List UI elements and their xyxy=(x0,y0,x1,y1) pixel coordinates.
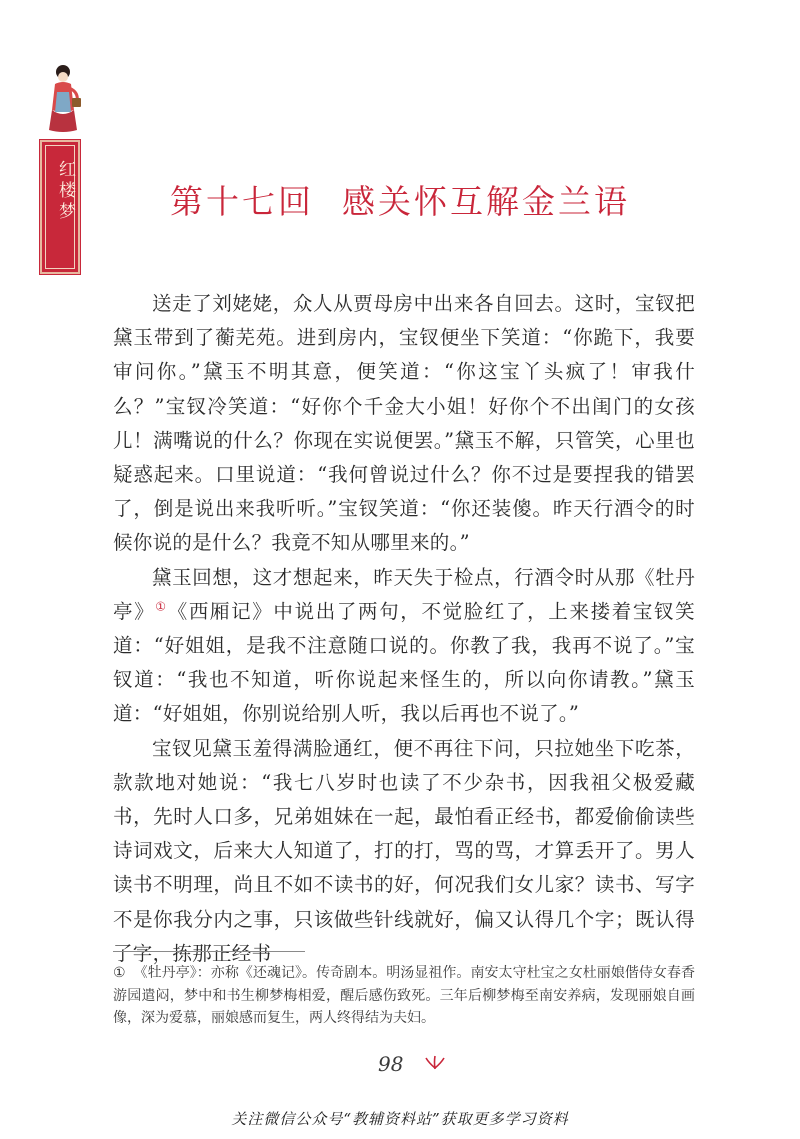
paragraph-3 xyxy=(113,732,695,971)
page-number: 98 xyxy=(378,1052,404,1076)
footnote-reference[interactable]: ① xyxy=(155,599,168,614)
chapter-number: 第十七回 xyxy=(170,182,314,221)
paragraph-text: 宝钗见黛玉羞得满脸通红，便不再往下问，只拉她坐下吃茶，款款地对她说：“我七八岁时也读了不少杂书，因我祖父极爱藏书，先时人口多，兄弟姐妹在一起，最怕看正经书，都爱偷偷读些诗词戏文，后来大人知道了，打的打，骂的骂，才算丢开了。男人读书不明理，尚且不如不读书的好，何况我们女儿家？读书、写字不是你我分内之事，只该做些针线就好，偏又认得几个字；既认得了字，拣那正经书 xyxy=(113,736,695,965)
paragraph-2 xyxy=(113,561,695,732)
footnote-marker: ① xyxy=(113,965,126,981)
paragraph-text: 《西厢记》中说出了两句，不觉脸红了，上来搂着宝钗笑道：“好姐姐，是我不注意随口说的。你教了我，我再不说了。”宝钗道：“我也不知道，听你说起来怪生的，所以向你请教。”黛玉道：“好姐姐，你别说给别人听，我以后再也不说了。” xyxy=(113,599,695,726)
paragraph-1 xyxy=(113,287,695,561)
paragraph-text: 送走了刘姥姥，众人从贾母房中出来各自回去。这时，宝钗把黛玉带到了蘅芜苑。进到房内，宝钗便坐下笑道：“你跪下，我要审问你。”黛玉不明其意，便笑道：“你这宝丫头疯了！审我什么？”宝钗冷笑道：“好你个千金大小姐！好你个不出闺门的女孩儿！满嘴说的什么？你现在实说便罢。”黛玉不解，只管笑，心里也疑惑起来。口里说道：“我何曾说过什么？你不过是要捏我的错罢了，倒是说出来我听听。”宝钗笑道：“你还装傻。昨天行酒令的时候你说的是什么？我竟不知从哪里来的。” xyxy=(113,292,695,555)
paragraph-text: 黛玉回想，这才想起来，昨天失于检点，行酒令时从那《牡丹亭》 xyxy=(113,565,695,623)
chapter-name: 感关怀互解金兰语 xyxy=(342,182,630,221)
chapter-body xyxy=(113,287,695,971)
book-title-label: 红楼梦 xyxy=(55,160,75,223)
chapter-title xyxy=(0,176,800,223)
flower-ornament-icon xyxy=(424,1054,446,1070)
lady-figure-illustration xyxy=(43,62,83,134)
watermark-text: 关注微信公众号“教辅资料站”获取更多学习资料 xyxy=(231,1110,569,1128)
footnote-divider xyxy=(113,951,305,952)
footnote xyxy=(113,962,695,1030)
footnote-text: 《牡丹亭》：亦称《还魂记》。传奇剧本。明汤显祖作。南安太守杜宝之女杜丽娘偕侍女春香游园遣闷，梦中和书生柳梦梅相爱，醒后感伤致死。三年后柳梦梅至南安养病，发现丽娘自画像，深为爱慕，丽娘感而复生，两人终得结为夫妇。 xyxy=(113,965,695,1026)
